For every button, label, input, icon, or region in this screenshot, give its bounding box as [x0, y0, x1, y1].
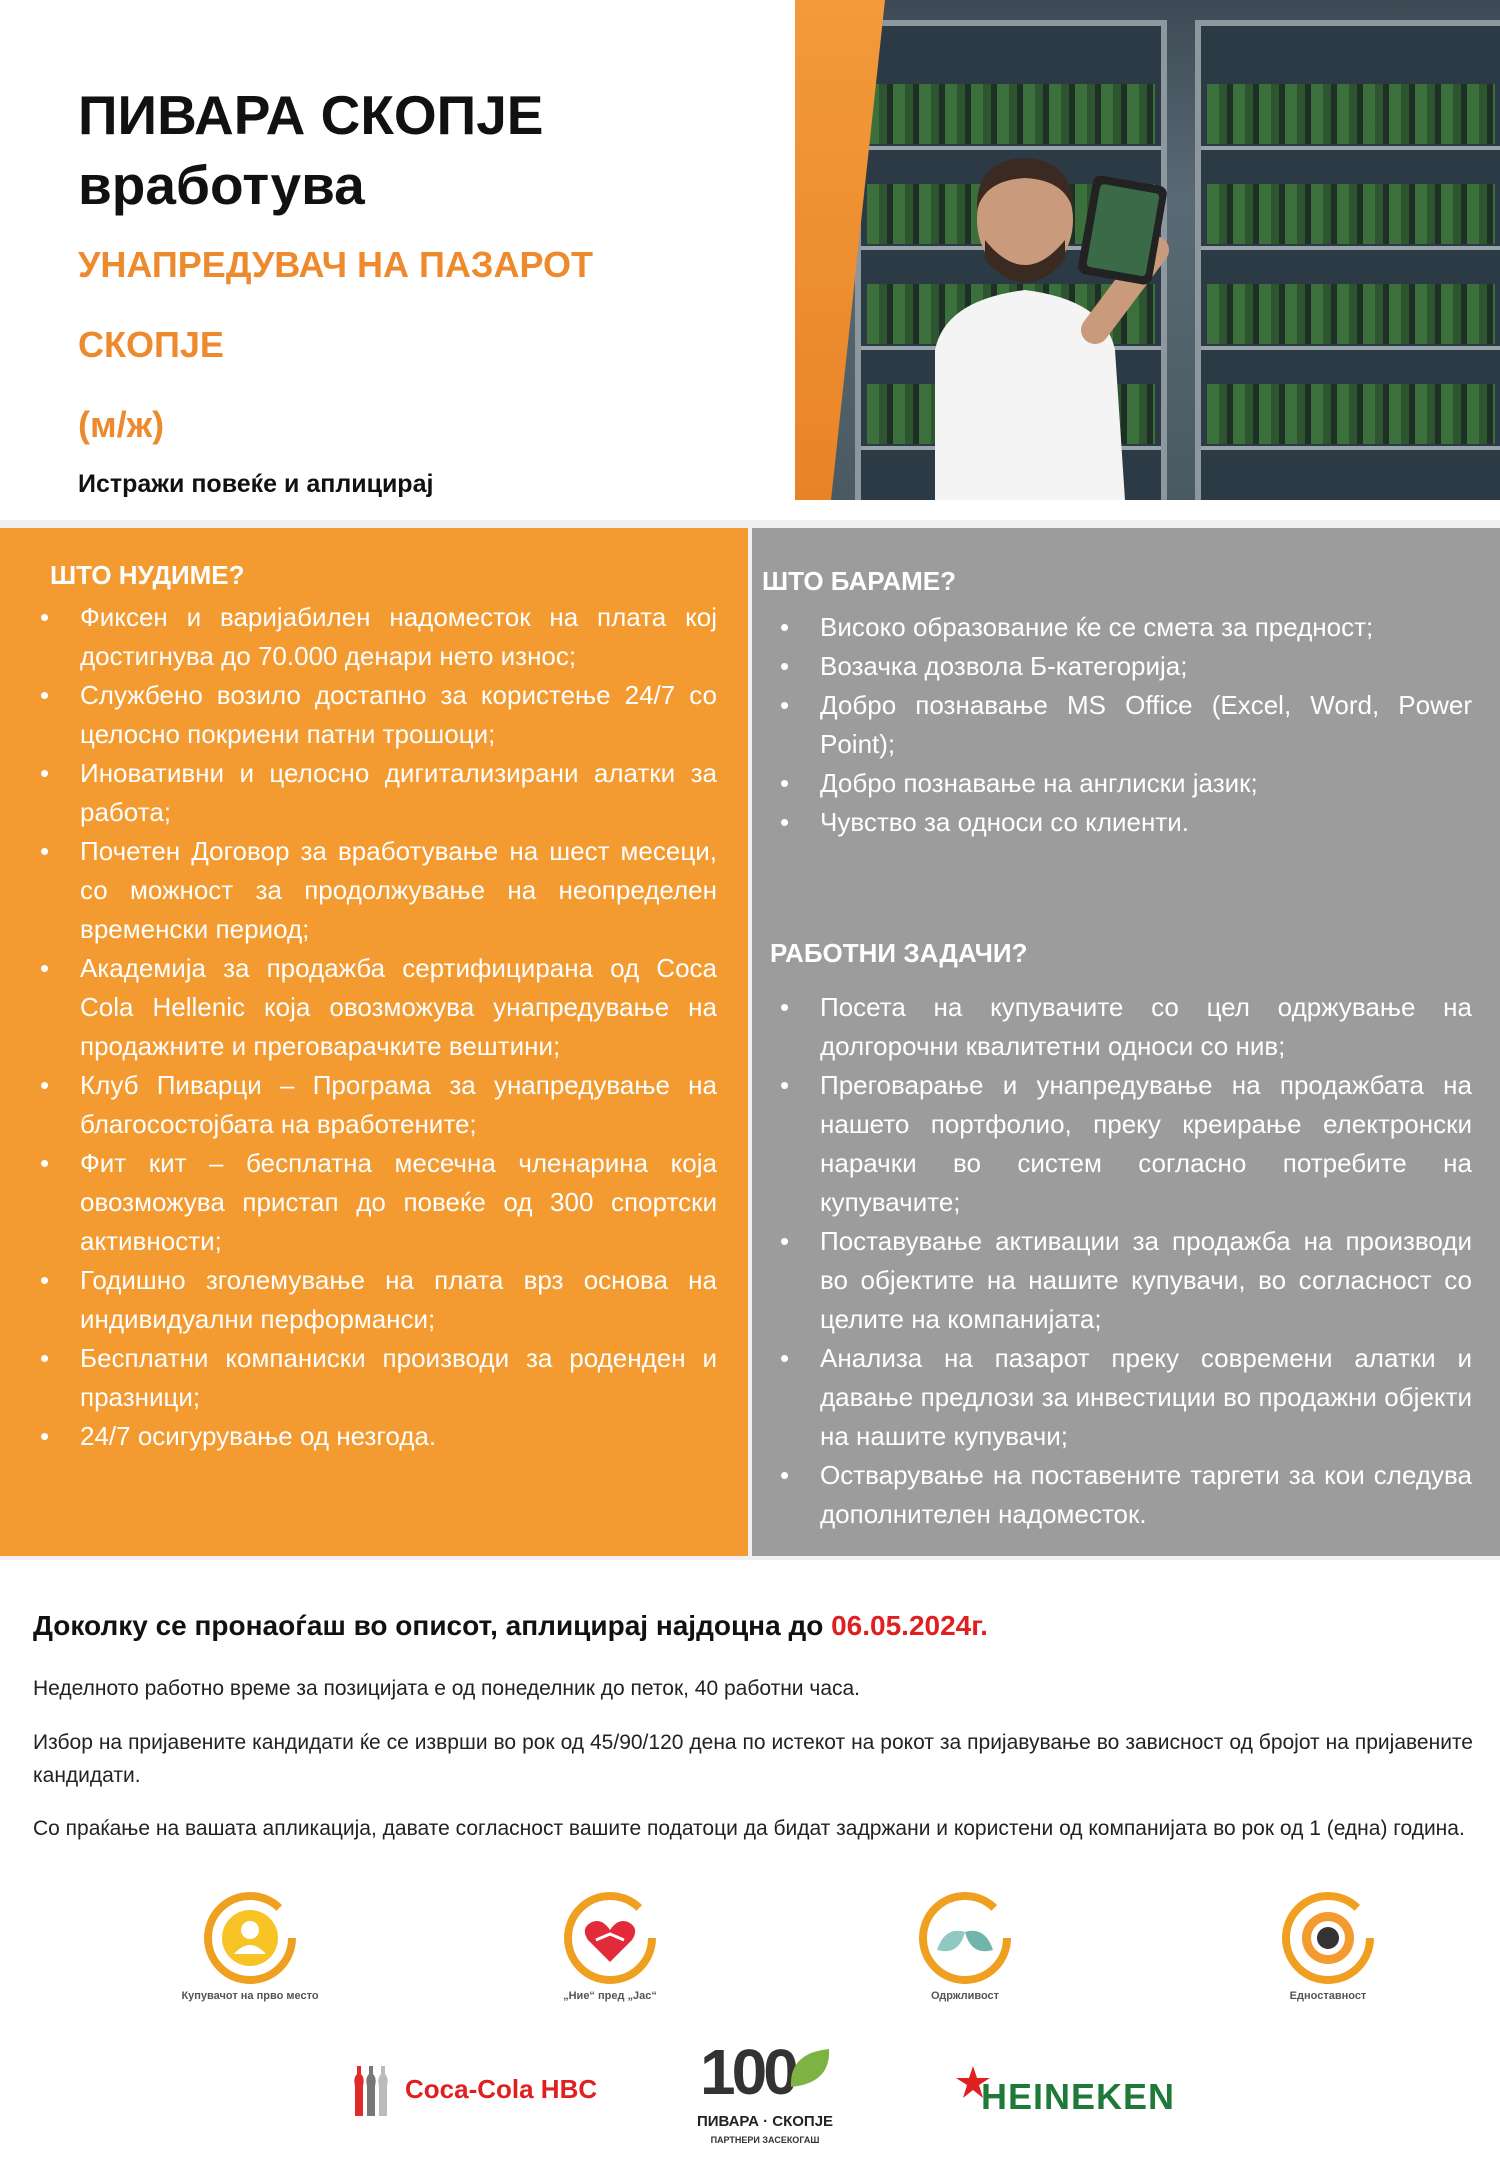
- info-selection: Избор на пријавените кандидати ќе се изврши во рок од 45/90/120 дена по истекот на рокот за пријавување во зависност од бројот на пријавените кандидати.: [33, 1731, 1473, 1787]
- leaf-icon: [785, 2043, 835, 2093]
- bottles-icon: [345, 2060, 405, 2120]
- heineken-logo: [955, 2062, 1185, 2122]
- badge-sustainability: [885, 1888, 1045, 2002]
- badge-caption: Купувачот на прво место: [181, 1990, 319, 2002]
- fridge-right: [1195, 20, 1500, 500]
- leaves-icon: [915, 1888, 1015, 1988]
- info-hours: Неделното работно време за позицијата е од понеделник до петок, 40 работни часа.: [33, 1677, 861, 1700]
- seek-item: • Добро познавање на англиски јазик;: [772, 764, 1472, 803]
- deadline-date: 06.05.2024г.: [831, 1610, 988, 1641]
- pivara-name: ПИВАРА · СКОПЈЕ: [696, 2113, 834, 2130]
- coca-cola-hbc-logo: [345, 2060, 605, 2120]
- seek-list: [772, 608, 1472, 842]
- offer-title: ШТО НУДИМЕ?: [50, 560, 245, 590]
- apply-text: Доколку се пронаоѓаш во описот, аплицирај најдоцна до: [33, 1610, 832, 1641]
- apply-deadline-line: [33, 1610, 988, 1642]
- task-item: • Преговарање и унапредување на продажбата на нашето портфолио, преку креирање електронски нарачки во систем согласно потребите на купувачите;: [772, 1066, 1472, 1222]
- badge-caption: Едноставност: [1289, 1990, 1367, 2002]
- offer-item: • Фит кит – бесплатна месечна членарина која овозможува пристап до повеќе од 300 спортски активности;: [32, 1144, 717, 1261]
- offer-list: [32, 598, 717, 1456]
- offer-item: • Годишно зголемување на плата врз основа на индивидуални перформанси;: [32, 1261, 717, 1339]
- offer-item: • Службено возило достапно за користење 24/7 со целосно покриени патни трошоци;: [32, 676, 717, 754]
- seek-item: • Високо образование ќе се смета за предност;: [772, 608, 1472, 647]
- heart-hands-icon: [560, 1888, 660, 1988]
- offer-item: • Фиксен и варијабилен надоместок на плата кој достигнува до 70.000 денари нето износ;: [32, 598, 717, 676]
- hiring-label: вработува: [78, 154, 365, 216]
- gender-label: (м/ж): [78, 404, 165, 445]
- heineken-text: HEINEKEN: [981, 2076, 1176, 2117]
- seek-panel: [752, 528, 1500, 1556]
- city-label: СКОПЈЕ: [78, 324, 224, 365]
- badge-customer-first: [170, 1888, 330, 2002]
- offer-item: • Почетен Договор за вработување на шест месеци, со можност за продолжување на неопределен временски период;: [32, 832, 717, 949]
- person-with-tablet: [915, 130, 1175, 500]
- person-icon: [200, 1888, 300, 1988]
- company-name: ПИВАРА СКОПЈЕ: [78, 84, 544, 146]
- header: [0, 0, 1500, 500]
- offer-item: • 24/7 осигурување од незгода.: [32, 1417, 717, 1456]
- seek-item: • Чувство за односи со клиенти.: [772, 803, 1472, 842]
- hundred-mark: 100: [700, 2036, 795, 2108]
- offer-item: • Иновативни и целосно дигитализирани алатки за работа;: [32, 754, 717, 832]
- target-icon: [1278, 1888, 1378, 1988]
- header-text: [78, 80, 778, 460]
- seek-item: • Добро познавање MS Office (Excel, Word, Power Point);: [772, 686, 1472, 764]
- offer-item: • Бесплатни компаниски производи за роденден и празници;: [32, 1339, 717, 1417]
- badge-caption: Одржливост: [930, 1990, 1000, 2002]
- position-title: УНАПРЕДУВАЧ НА ПАЗАРОТ: [78, 244, 594, 285]
- pivara-100-logo: [690, 2035, 840, 2155]
- coca-cola-text: Coca-Cola HBC: [405, 2074, 598, 2104]
- seek-item: • Возачка дозвола Б-категорија;: [772, 647, 1472, 686]
- tasks-title: РАБОТНИ ЗАДАЧИ?: [770, 938, 1028, 968]
- tasks-list: [772, 988, 1472, 1534]
- seek-title: ШТО БАРАМЕ?: [762, 566, 956, 596]
- badge-simplicity: [1248, 1888, 1408, 2002]
- explore-link[interactable]: Истражи повеќе и аплицирај: [78, 470, 434, 498]
- offer-panel: [0, 528, 748, 1556]
- task-item: • Посета на купувачите со цел одржување на долгорочни квалитетни односи со нив;: [772, 988, 1472, 1066]
- offer-item: • Клуб Пиварци – Програма за унапредување на благосостојбата на вработените;: [32, 1066, 717, 1144]
- header-photo: [795, 0, 1500, 500]
- info-consent: Со праќање на вашата апликација, давате согласност вашите податоци да бидат задржани и користени од компанијата во рок од 1 (една) година.: [33, 1817, 1465, 1840]
- pivara-tagline: ПАРТНЕРИ ЗАСЕКОГАШ: [710, 2135, 820, 2145]
- offer-item: • Академија за продажба сертифицирана од Coca Cola Hellenic која овозможува унапредување на продажните и преговарачките вештини;: [32, 949, 717, 1066]
- task-item: • Поставување активации за продажба на производи во објектите на нашите купувачи, во согласност со целите на компанијата;: [772, 1222, 1472, 1339]
- task-item: • Анализа на пазарот преку современи алатки и давање предлози за инвестиции во продажни објекти на нашите купувачи;: [772, 1339, 1472, 1456]
- task-item: • Остварување на поставените таргети за кои следува дополнителен надоместок.: [772, 1456, 1472, 1534]
- badge-we-before-me: [530, 1888, 690, 2002]
- badge-caption: „Ние“ пред „Јас“: [563, 1990, 657, 2002]
